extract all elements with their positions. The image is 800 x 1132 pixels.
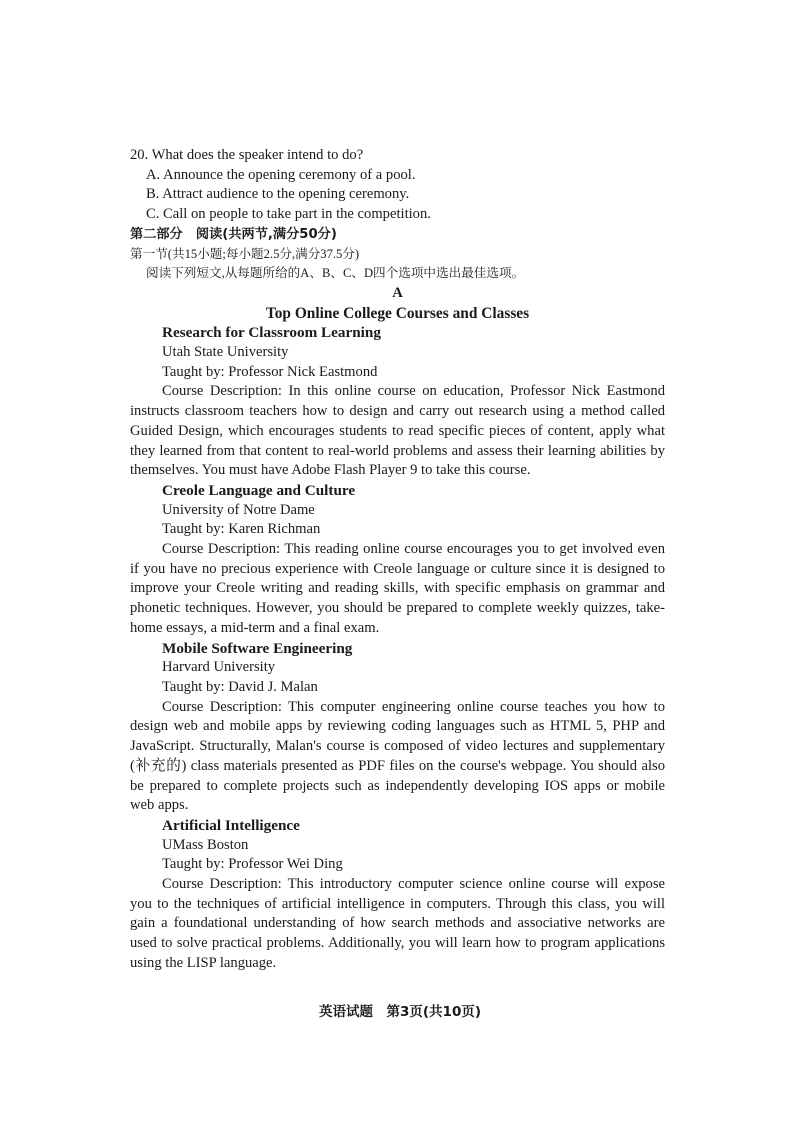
course-3-description: Course Description: This computer engineering online course teaches you how to design web and mobile apps by reviewing coding languages such as HTML 5, PHP and JavaScript. Structurally, Malan's course is composed of video lectures and supplementary (补充的) class materials presented as PDF files on the course's webpage. You should also be prepared to complete projects such as independently developing IOS apps or mobile web apps. (130, 698, 665, 814)
course-1-title: Research for Classroom Learning (162, 324, 381, 342)
page-footer: 英语试题 第3页(共10页) (318, 1004, 482, 1020)
course-1-description: Course Description: In this online course on education, Professor Nick Eastmond instructs classroom teachers how to design and carry out research using a method called Guided Design, which encourages students to read specific pieces of content, apply what they learned from that content to real-world problems and assess their learning abilities by themselves. You must have Adobe Flash Player 9 to take this course. (130, 383, 665, 479)
passage-label: A (392, 284, 403, 301)
course-4-title: Artificial Intelligence (162, 816, 300, 834)
course-2-school: University of Notre Dame (162, 501, 315, 518)
question-20-option-c: C. Call on people to take part in the competition. (146, 206, 431, 223)
course-4-instructor: Taught by: Professor Wei Ding (162, 856, 343, 873)
course-1-instructor: Taught by: Professor Nick Eastmond (162, 363, 378, 380)
course-3-instructor: Taught by: David J. Malan (162, 678, 318, 695)
course-4-description: Course Description: This introductory computer science online course will expose you to the techniques of artificial intelligence in computers. Through this class, you will gain a foundational understanding of how search methods and associative networks are used to solve practical problems. Additionally, you will learn how to program applications using the LISP language. (130, 876, 665, 971)
course-4-school: UMass Boston (162, 836, 249, 853)
course-1-school: Utah State University (162, 344, 289, 361)
passage-title: Top Online College Courses and Classes (265, 304, 530, 322)
exam-page (130, 146, 665, 974)
section1-heading: 第一节(共15小题;每小题2.5分,满分37.5分) (130, 246, 360, 261)
question-20-option-b: B. Attract audience to the opening ceremony. (146, 186, 410, 203)
course-2-title: Creole Language and Culture (162, 481, 356, 499)
course-3-school: Harvard University (162, 659, 276, 676)
reading-instruction: 阅读下列短文,从每题所给的A、B、C、D四个选项中选出最佳选项。 (146, 266, 525, 281)
part2-heading: 第二部分 阅读(共两节,满分50分) (130, 226, 337, 242)
question-20-stem: 20. What does the speaker intend to do? (130, 147, 364, 163)
course-2-instructor: Taught by: Karen Richman (162, 521, 321, 538)
course-2-description: Course Description: This reading online course encourages you to get involved even if you have no precious experience with Creole language or culture since it is designed to improve your Creole writing and reading skills, with specific emphasis on grammar and phonetic techniques. However, you should be prepared to complete weekly quizzes, take-home essays, a mid-term and a final exam. (130, 541, 665, 636)
course-3-title: Mobile Software Engineering (162, 639, 353, 657)
question-20-option-a: A. Announce the opening ceremony of a pool. (146, 166, 416, 183)
